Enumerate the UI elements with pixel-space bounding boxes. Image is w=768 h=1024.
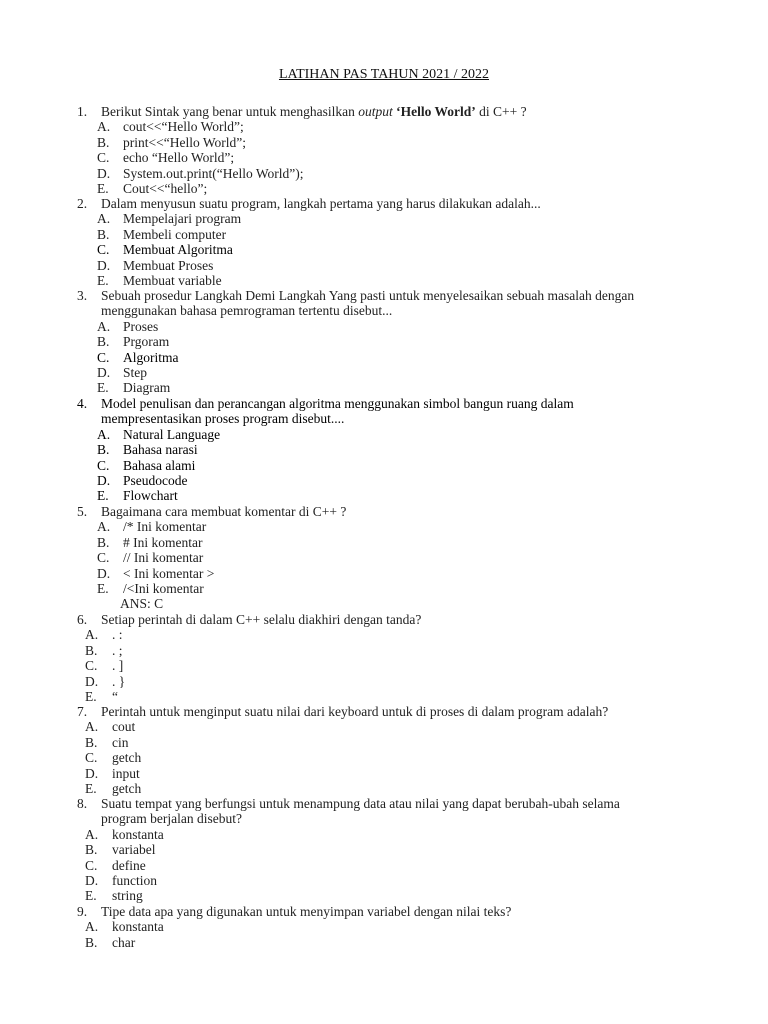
option-c: C. echo “Hello World”;: [97, 150, 235, 166]
option-e: E. Flowchart: [97, 488, 178, 504]
option-d: D. Step: [97, 364, 148, 380]
option-b: B. # Ini komentar: [97, 534, 203, 550]
option-e: E. “: [85, 688, 118, 704]
question-8: [0, 796, 768, 904]
option-e: E. Diagram: [97, 380, 171, 396]
question-6: [0, 612, 768, 704]
option-b: B. cin: [85, 734, 129, 750]
question-4: [0, 396, 768, 504]
option-a: A. Mempelajari program: [97, 211, 242, 227]
question-text: Suatu tempat yang berfungsi untuk menampung data atau nilai yang dapat berubah-ubah selama: [101, 796, 620, 811]
option-b: B. print<<“Hello World”;: [97, 134, 246, 150]
question-5: [0, 504, 768, 612]
option-c: C. Algoritma: [97, 349, 179, 365]
page-title: LATIHAN PAS TAHUN 2021 / 2022: [278, 67, 490, 82]
question-3: [0, 288, 768, 396]
question-text: Dalam menyusun suatu program, langkah pertama yang harus dilakukan adalah...: [101, 196, 541, 211]
option-a: A. Natural Language: [97, 426, 221, 442]
answer-key: ANS: C: [120, 596, 164, 612]
question-text: Bagaimana cara membuat komentar di C++ ?: [101, 504, 347, 519]
option-c: C. getch: [85, 750, 142, 766]
option-e: E. Membuat variable: [97, 272, 222, 288]
question-number: 1.: [77, 104, 88, 119]
option-d: D. . }: [85, 673, 126, 689]
option-b: B. Prgoram: [97, 334, 170, 350]
question-number: 8.: [77, 796, 88, 811]
option-e: E. string: [85, 888, 143, 904]
option-d: D. function: [85, 872, 157, 888]
question-text-continued: program berjalan disebut?: [101, 811, 242, 827]
option-d: D. input: [85, 765, 140, 781]
question-number: 9.: [77, 904, 88, 919]
question-number: 4.: [77, 396, 88, 411]
question-number: 5.: [77, 504, 88, 519]
option-a: A. cout<<“Hello World”;: [97, 119, 244, 135]
option-d: D. Membuat Proses: [97, 257, 214, 273]
option-a: A. /* Ini komentar: [97, 519, 207, 535]
option-b: B. variabel: [85, 842, 156, 858]
question-text: Setiap perintah di dalam C++ selalu diakhiri dengan tanda?: [101, 612, 422, 627]
question-number: 2.: [77, 196, 88, 211]
question-text-continued: mempresentasikan proses program disebut....: [101, 411, 345, 427]
question-text: Perintah untuk menginput suatu nilai dari keyboard untuk di proses di dalam program adalah?: [101, 704, 609, 719]
option-a: A. Proses: [97, 318, 159, 334]
option-c: C. define: [85, 857, 146, 873]
option-b: B. char: [85, 934, 136, 950]
question-text-continued: menggunakan bahasa pemrograman tertentu disebut...: [101, 303, 393, 319]
question-text: Model penulisan dan perancangan algoritma menggunakan simbol bangun ruang dalam: [101, 396, 574, 411]
option-c: C. Bahasa alami: [97, 457, 196, 473]
option-b: B. Membeli computer: [97, 226, 227, 242]
option-e: E. Cout<<“hello”;: [97, 180, 208, 196]
option-a: A. cout: [85, 719, 136, 735]
option-b: B. . ;: [85, 642, 123, 658]
option-d: D. Pseudocode: [97, 472, 188, 488]
option-c: C. Membuat Algoritma: [97, 242, 233, 258]
question-number: 7.: [77, 704, 88, 719]
question-text: Tipe data apa yang digunakan untuk menyimpan variabel dengan nilai teks?: [101, 904, 512, 919]
option-d: D. System.out.print(“Hello World”);: [97, 165, 304, 181]
question-7: [0, 704, 768, 796]
option-a: A. . :: [85, 627, 123, 643]
option-c: C. // Ini komentar: [97, 550, 204, 566]
question-1: [0, 104, 768, 196]
question-text: Sebuah prosedur Langkah Demi Langkah Yang pasti untuk menyelesaikan sebuah masalah dengan: [101, 288, 635, 303]
question-2: [0, 196, 768, 288]
question-number: 3.: [77, 288, 88, 303]
option-a: A. konstanta: [85, 826, 164, 842]
question-9: [0, 904, 768, 950]
question-text: Berikut Sintak yang benar untuk menghasilkan output ‘Hello World’ di C++ ?: [101, 104, 527, 119]
option-d: D. < Ini komentar >: [97, 565, 215, 581]
option-b: B. Bahasa narasi: [97, 442, 198, 458]
option-e: E. /<Ini komentar: [97, 580, 204, 596]
option-a: A. konstanta: [85, 919, 164, 935]
question-number: 6.: [77, 612, 88, 627]
option-c: C. . ]: [85, 658, 124, 674]
option-e: E. getch: [85, 780, 142, 796]
